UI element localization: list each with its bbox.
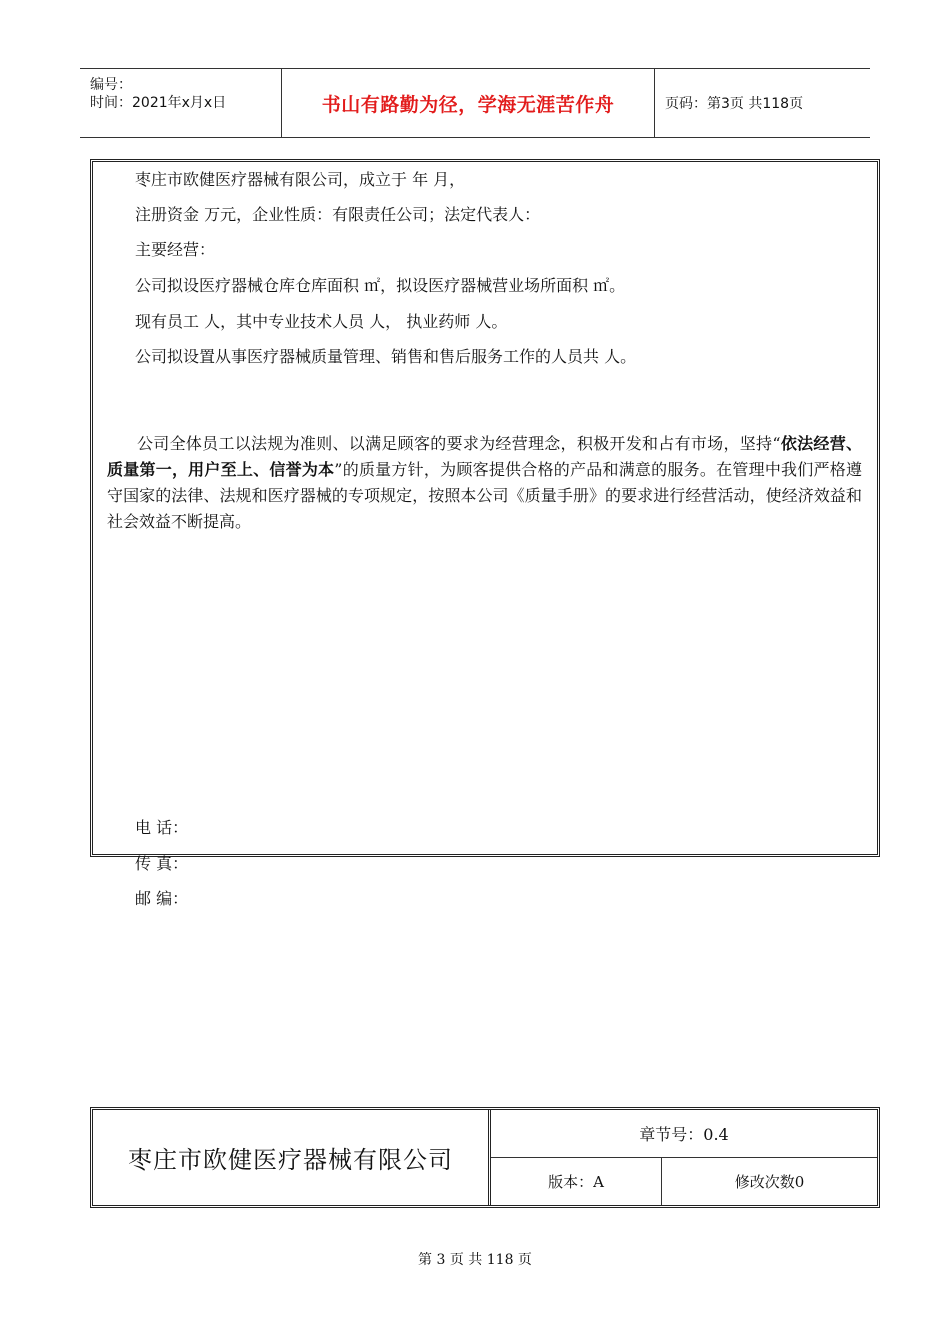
page-header <box>80 68 870 138</box>
header-info-cell <box>80 69 282 137</box>
chapter-row <box>491 1110 877 1158</box>
revision-text: 修改次数0 <box>734 1173 805 1191</box>
version-text: 版本：A <box>548 1173 604 1191</box>
registered-capital-line: 注册资金 万元，企业性质：有限责任公司；法定代表人： <box>135 205 541 224</box>
quality-policy-emphasis: 依法经营、质量第一，用户至上、信誉为本 <box>107 434 862 479</box>
para-after: ”的质量方针，为顾客提供合格的产品和满意的服务。在管理中我们严格遵守国家的法律、法规和医疗器械的专项规定，按照本公司《质量手册》的要求进行经营活动，使经济效益和社会效益不断提高。 <box>107 460 862 531</box>
fax-label: 传 真： <box>135 854 189 873</box>
number-label: 编号： <box>90 77 132 93</box>
main-business-line: 主要经营： <box>135 240 216 259</box>
chapter-number: 章节号：0.4 <box>639 1125 729 1144</box>
header-page-cell <box>655 69 870 137</box>
page-footer: 第 3 页 共 118 页 <box>418 1252 532 1268</box>
revision-cell <box>662 1158 877 1205</box>
quality-policy-paragraph <box>107 431 862 535</box>
motto-text: 书山有路勤为径，学海无涯苦作舟 <box>321 93 615 116</box>
version-cell <box>491 1158 662 1205</box>
page-code: 页码：第3页 共118页 <box>665 96 804 112</box>
company-name-cell <box>93 1110 491 1205</box>
company-intro-line: 枣庄市欧健医疗器械有限公司，成立于 年 月， <box>135 170 466 189</box>
version-row <box>491 1158 877 1205</box>
header-motto-cell <box>282 69 655 137</box>
para-before: 公司全体员工以法规为准则、以满足顾客的要求为经营理念，积极开发和占有市场，坚持“ <box>137 434 781 453</box>
staff-line: 现有员工 人，其中专业技术人员 人， 执业药师 人。 <box>135 312 508 331</box>
quality-staff-line: 公司拟设置从事医疗器械质量管理、销售和售后服务工作的人员共 人。 <box>135 347 637 366</box>
control-info-cell <box>491 1110 877 1205</box>
company-name: 枣庄市欧健医疗器械有限公司 <box>128 1146 453 1174</box>
phone-label: 电 话： <box>135 818 189 837</box>
content-frame <box>90 159 880 908</box>
postcode-label: 邮 编： <box>135 889 189 908</box>
area-line: 公司拟设医疗器械仓库仓库面积 ㎡，拟设医疗器械营业场所面积 ㎡。 <box>135 276 626 295</box>
document-control-box <box>90 1107 880 1208</box>
time-label: 时间：2021年x月x日 <box>90 95 227 111</box>
